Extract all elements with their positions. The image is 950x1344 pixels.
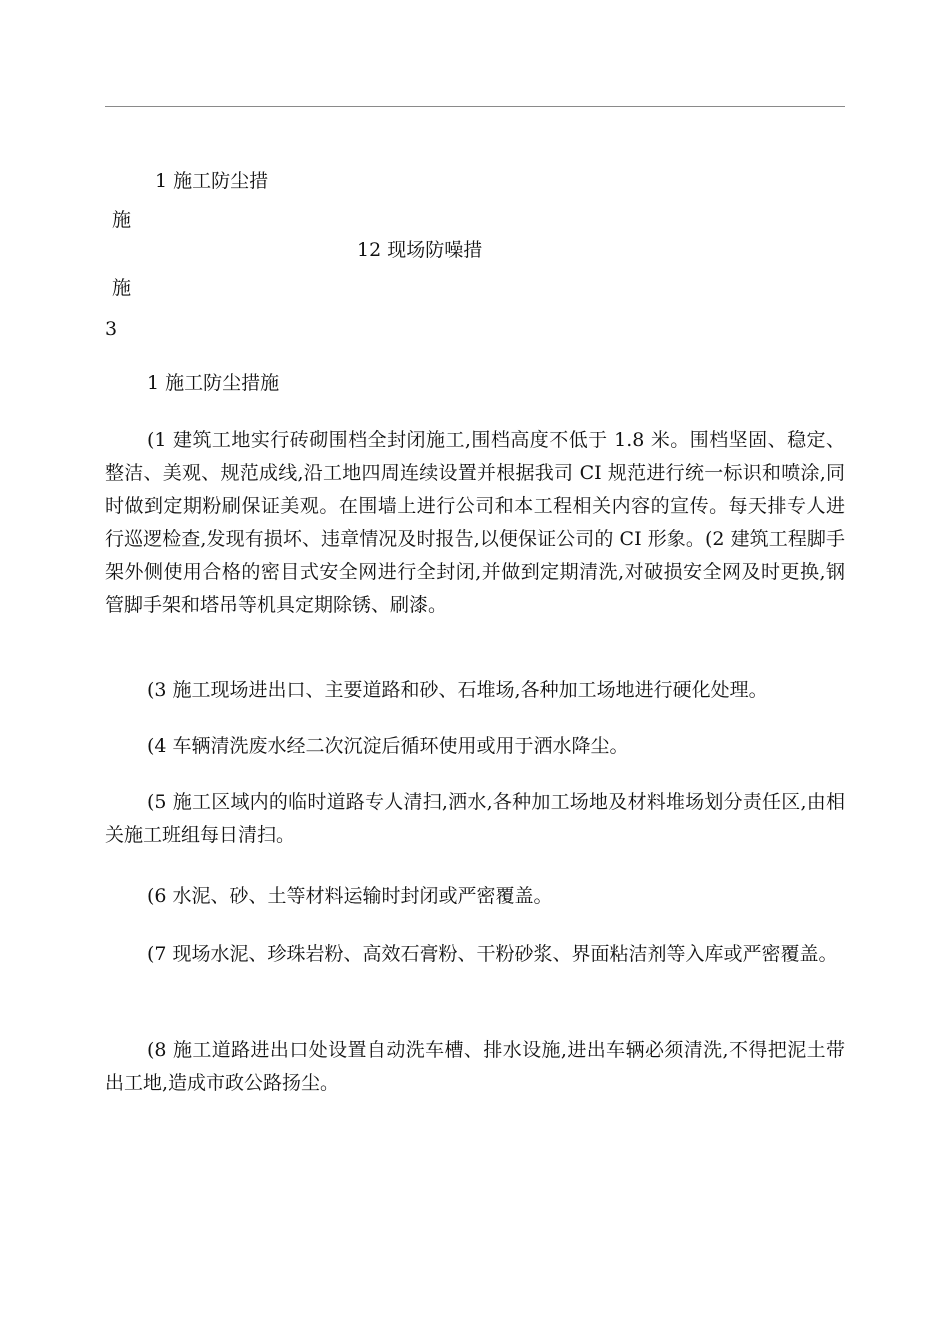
paragraph-3: (3 施工现场进出口、主要道路和砂、石堆场,各种加工场地进行硬化处理。 — [147, 679, 768, 701]
paragraph-1-2: (1 建筑工地实行砖砌围档全封闭施工,围档高度不低于 1.8 米。围档坚固、稳定、整洁、美观、规范成线,沿工地四周连续设置并根据我司 CI 规范进行统一标识和喷涂,同时做到定期粉刷保证美观。在围墙上进行公司和本工程相关内容的宣传。每天排专人进行巡逻检查,发现有损坏、违章情况及时报告,以便保证公司的 CI 形象。(2 建筑工程脚手架外侧使用合格的密目式安全网进行全封闭,并做到定期清洗,对破损安全网及时更换,钢管脚手架和塔吊等机具定期除锈、刷漆。 — [105, 429, 845, 616]
section-heading: 1 施工防尘措施 — [147, 372, 280, 394]
paragraph-6: (6 水泥、砂、土等材料运输时封闭或严密覆盖。 — [147, 885, 553, 907]
header-rule — [105, 106, 845, 107]
toc-entry-2-line-2: 施 — [112, 277, 132, 299]
toc-entry-3: 3 — [105, 318, 118, 340]
paragraph-5: (5 施工区域内的临时道路专人清扫,洒水,各种加工场地及材料堆场划分责任区,由相关施工班组每日清扫。 — [105, 791, 845, 846]
toc-entry-1-line-2: 施 — [112, 209, 132, 231]
toc-entry-1-line-1: 1 施工防尘措 — [155, 170, 269, 192]
paragraph-4: (4 车辆清洗废水经二次沉淀后循环使用或用于洒水降尘。 — [147, 735, 629, 757]
paragraph-8: (8 施工道路进出口处设置自动洗车槽、排水设施,进出车辆必须清洗,不得把泥土带出工地,造成市政公路扬尘。 — [105, 1039, 845, 1094]
paragraph-7: (7 现场水泥、珍珠岩粉、高效石膏粉、干粉砂浆、界面粘洁剂等入库或严密覆盖。 — [147, 943, 838, 965]
toc-entry-2-line-1: 12 现场防噪措 — [357, 239, 483, 261]
